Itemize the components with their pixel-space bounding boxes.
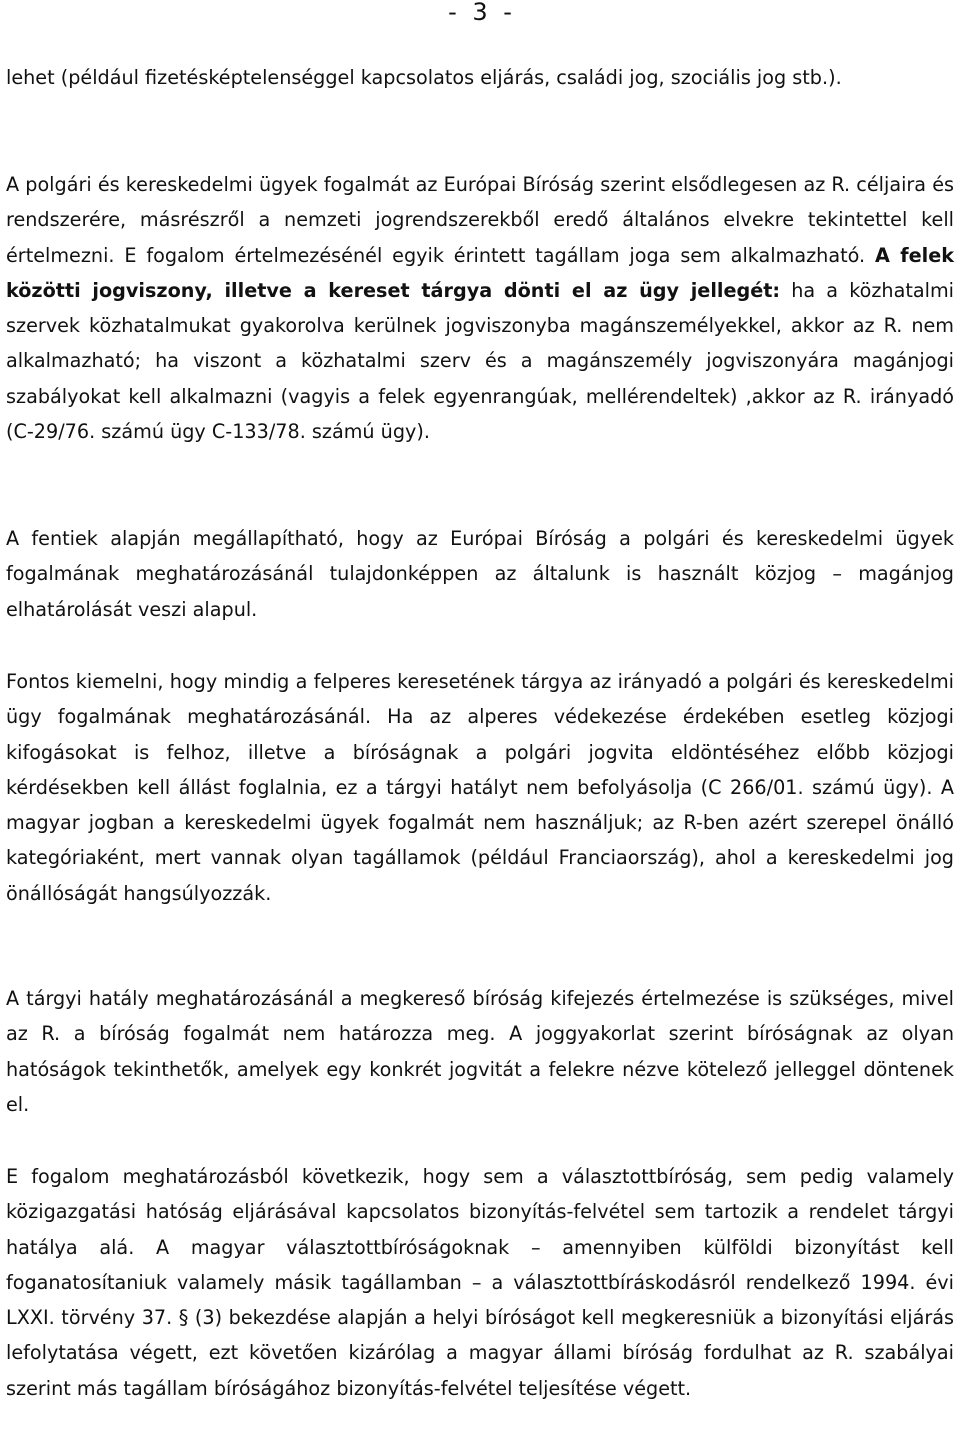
paragraph-3: A fentiek alapján megállapítható, hogy az Európai Bíróság a polgári és kereskedelmi ügyek fogalmának meghatározásánál tulajdonképpen az általunk is használt közjog – magánjog elhatárolását veszi alapul.	[6, 527, 954, 621]
paragraph-2-bold-text: A felek közötti jogviszony, illetve a kereset tárgya dönti el az ügy jellegét:	[6, 243, 954, 302]
paragraph-2-text-a: A polgári és kereskedelmi ügyek fogalmát az Európai Bíróság szerint elsődlegesen az R. céljaira és rendszerére, másrészről a nemzeti jogrendszerekből eredő általános elvekre tekintettel kell értelmezni. E fogalom értelmezésénél egyik érintett tagállam joga sem alkalmazható.	[6, 173, 954, 267]
paragraph-6: E fogalom meghatározásból következik, hogy sem a választottbíróság, sem pedig valamely közigazgatási hatóság eljárásával kapcsolatos bizonyítás-felvétel sem tartozik a rendelet tárgyi hatálya alá. A magyar választottbíróságoknak – amennyiben külföldi bizonyítást kell foganatosítaniuk valamely másik tagállamban – a választottbíráskodásról rendelkező 1994. évi LXXI. törvény 37. § (3) bekezdése alapján a helyi bíróságot kell megkeresniük a bizonyítási eljárás lefolytatása végett, ezt követően kizárólag a magyar állami bíróság fordulhat az R. szabályai szerint más tagállam bíróságához bizonyítás-felvétel teljesítése végett.	[6, 1165, 954, 1400]
page-number: - 3 -	[448, 0, 512, 26]
paragraph-1: lehet (például fizetésképtelenséggel kapcsolatos eljárás, családi jog, szociális jog stb.).	[6, 66, 842, 89]
paragraph-5: A tárgyi hatály meghatározásánál a megkereső bíróság kifejezés értelmezése is szükséges, mivel az R. a bíróság fogalmát nem határozza meg. A joggyakorlat szerint bíróságnak az olyan hatóságok tekinthetők, amelyek egy konkrét jogvitát a felekre nézve kötelező jelleggel döntenek el.	[6, 987, 954, 1116]
paragraph-2-text-b: ha a közhatalmi szervek közhatalmukat gyakorolva kerülnek jogviszonyba magánszemélyekkel, akkor az R. nem alkalmazható; ha viszont a közhatalmi szerv és a magánszemély jogviszonyára magánjogi szabályokat kell alkalmazni (vagyis a felek egyenrangúak, mellérendeltek) ,akkor az R. irányadó (C-29/76. számú ügy C-133/78. számú ügy).	[6, 278, 954, 444]
paragraph-4: Fontos kiemelni, hogy mindig a felperes keresetének tárgya az irányadó a polgári és kereskedelmi ügy fogalmának meghatározásánál. Ha az alperes védekezése érdekében esetleg közjogi kifogásokat is felhoz, illetve a bíróságnak a polgári jogvita eldöntéséhez előbb közjogi kérdésekben kell állást foglalnia, ez a tárgyi hatályt nem befolyásolja (C 266/01. számú ügy). A magyar jogban a kereskedelmi ügyek fogalmát nem használjuk; az R-ben azért szerepel önálló kategóriaként, mert vannak olyan tagállamok (például Franciaország), ahol a kereskedelmi jog önállóságát hangsúlyozzák.	[6, 670, 954, 905]
paragraph-2	[6, 167, 954, 449]
